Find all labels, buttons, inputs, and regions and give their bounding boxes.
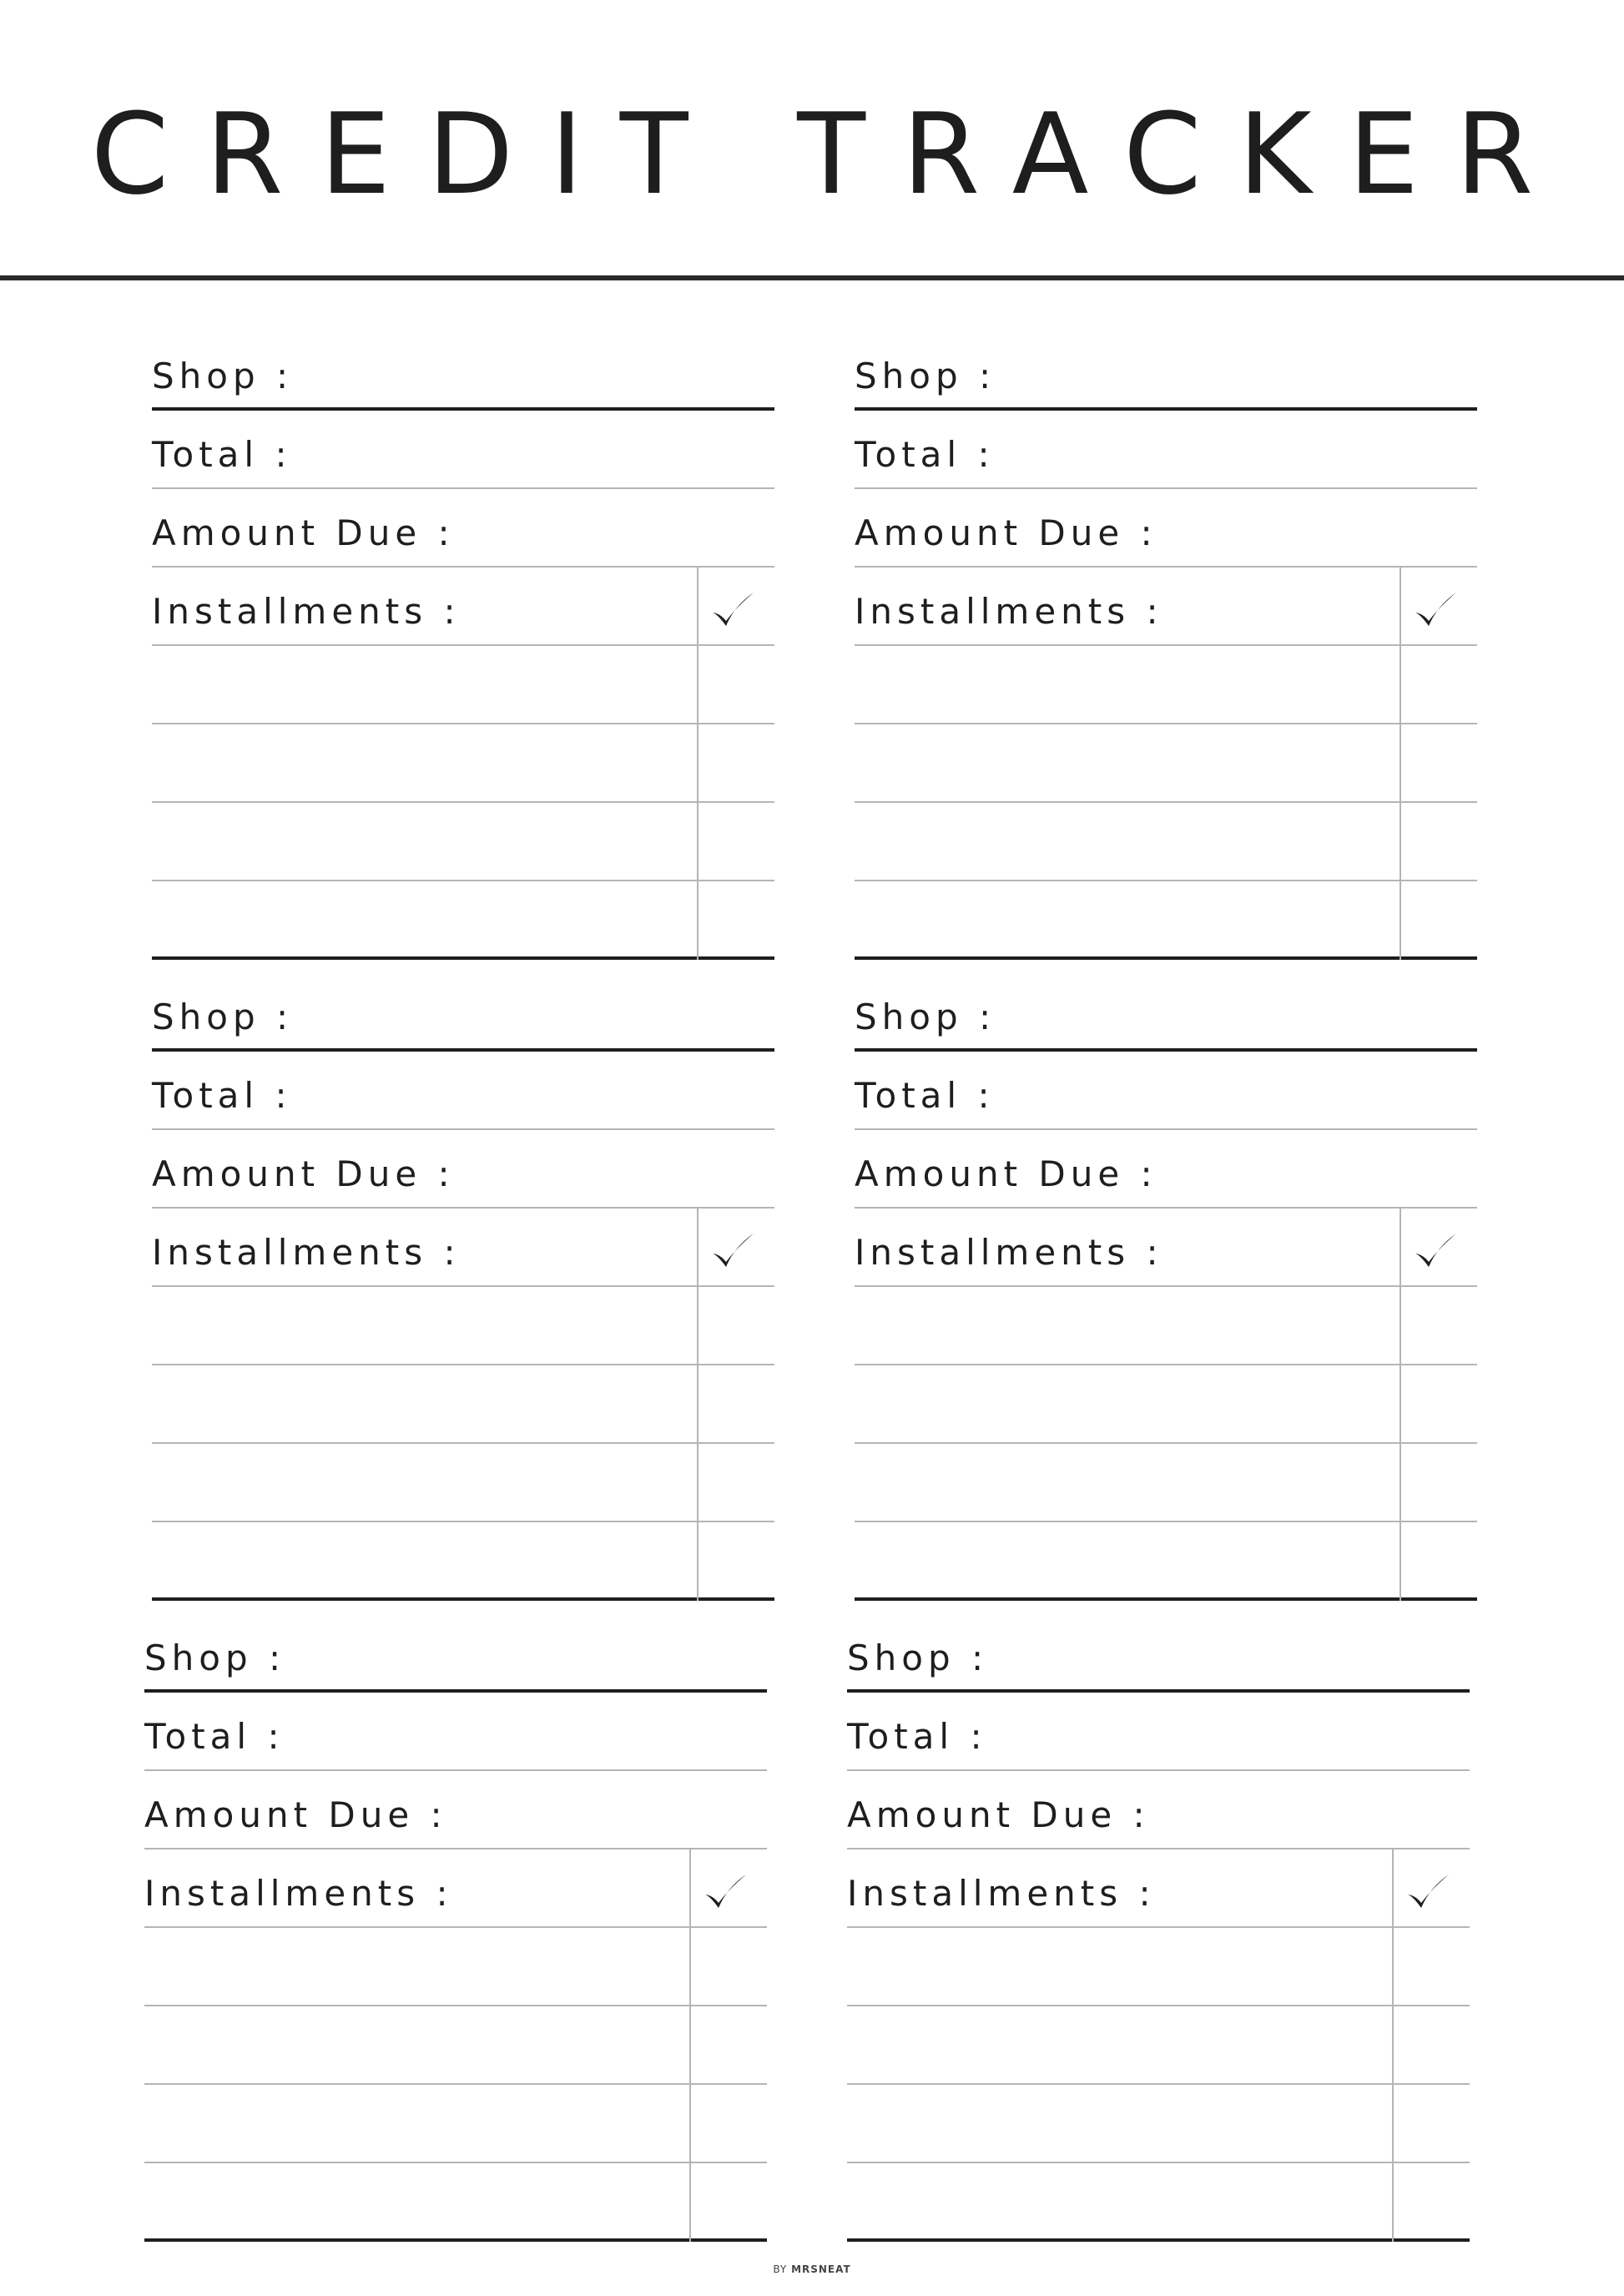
installments-field[interactable] xyxy=(847,1849,1470,1928)
installment-row[interactable] xyxy=(847,2085,1470,2163)
total-label: Total : xyxy=(152,1075,292,1116)
amount-due-field[interactable] xyxy=(847,1771,1470,1849)
shop-label: Shop : xyxy=(855,356,996,396)
installments-field[interactable] xyxy=(152,568,774,646)
installment-row[interactable] xyxy=(847,1928,1470,2006)
check-mark-icon xyxy=(709,589,756,631)
installment-row[interactable] xyxy=(152,1444,774,1522)
installments-label: Installments : xyxy=(855,591,1163,632)
brand-name: MRSNEAT xyxy=(791,2263,851,2275)
installment-row[interactable] xyxy=(847,2006,1470,2085)
installment-row[interactable] xyxy=(152,646,774,724)
amount-due-field[interactable] xyxy=(855,1130,1477,1209)
installment-underline xyxy=(152,956,774,960)
total-field[interactable] xyxy=(847,1693,1470,1771)
installment-row[interactable] xyxy=(144,1928,767,2006)
amount-due-label: Amount Due : xyxy=(855,1153,1157,1194)
amount-due-label: Amount Due : xyxy=(144,1794,447,1835)
credit-tracker-5 xyxy=(144,1614,767,2241)
check-mark-icon xyxy=(1405,1871,1451,1913)
installments-field[interactable] xyxy=(144,1849,767,1928)
installment-row[interactable] xyxy=(855,1287,1477,1365)
total-field[interactable] xyxy=(855,1052,1477,1130)
installment-row[interactable] xyxy=(847,2163,1470,2242)
total-field[interactable] xyxy=(152,1052,774,1130)
installment-row[interactable] xyxy=(855,1444,1477,1522)
shop-field[interactable] xyxy=(855,332,1477,411)
amount-due-field[interactable] xyxy=(152,489,774,568)
total-label: Total : xyxy=(847,1716,987,1757)
installment-row[interactable] xyxy=(144,2006,767,2085)
shop-field[interactable] xyxy=(152,332,774,411)
credit-tracker-3 xyxy=(152,973,774,1600)
total-label: Total : xyxy=(144,1716,285,1757)
installment-row[interactable] xyxy=(855,724,1477,803)
amount-due-label: Amount Due : xyxy=(152,1153,455,1194)
amount-due-label: Amount Due : xyxy=(855,512,1157,553)
installment-row[interactable] xyxy=(152,1365,774,1444)
installments-label: Installments : xyxy=(847,1873,1156,1914)
installments-label: Installments : xyxy=(144,1873,453,1914)
checkbox-column-divider xyxy=(1400,568,1401,960)
credit-tracker-4 xyxy=(855,973,1477,1600)
check-mark-icon xyxy=(709,1230,756,1272)
brand-footer xyxy=(0,2263,1624,2275)
installments-field[interactable] xyxy=(855,568,1477,646)
installment-row[interactable] xyxy=(152,1287,774,1365)
installment-underline xyxy=(855,1597,1477,1601)
total-field[interactable] xyxy=(144,1693,767,1771)
total-label: Total : xyxy=(855,434,995,475)
credit-tracker-1 xyxy=(152,332,774,959)
installment-underline xyxy=(855,956,1477,960)
installment-row[interactable] xyxy=(152,1522,774,1601)
installment-row[interactable] xyxy=(152,803,774,881)
installments-label: Installments : xyxy=(152,591,461,632)
title-divider xyxy=(0,275,1624,280)
shop-label: Shop : xyxy=(855,997,996,1037)
total-label: Total : xyxy=(855,1075,995,1116)
installments-label: Installments : xyxy=(152,1232,461,1273)
installment-row[interactable] xyxy=(855,1522,1477,1601)
credit-tracker-6 xyxy=(847,1614,1470,2241)
installment-row[interactable] xyxy=(152,881,774,960)
installment-underline xyxy=(144,2238,767,2242)
total-field[interactable] xyxy=(855,411,1477,489)
total-label: Total : xyxy=(152,434,292,475)
shop-field[interactable] xyxy=(855,973,1477,1052)
installment-row[interactable] xyxy=(152,724,774,803)
amount-due-field[interactable] xyxy=(855,489,1477,568)
installment-row[interactable] xyxy=(144,2085,767,2163)
shop-label: Shop : xyxy=(144,1637,286,1678)
amount-due-field[interactable] xyxy=(144,1771,767,1849)
checkbox-column-divider xyxy=(697,1209,699,1601)
shop-label: Shop : xyxy=(152,356,294,396)
installments-field[interactable] xyxy=(152,1209,774,1287)
installment-row[interactable] xyxy=(855,1365,1477,1444)
checkbox-column-divider xyxy=(1400,1209,1401,1601)
checkbox-column-divider xyxy=(689,1849,691,2242)
installment-row[interactable] xyxy=(855,646,1477,724)
shop-field[interactable] xyxy=(152,973,774,1052)
installments-label: Installments : xyxy=(855,1232,1163,1273)
installments-field[interactable] xyxy=(855,1209,1477,1287)
shop-label: Shop : xyxy=(152,997,294,1037)
check-mark-icon xyxy=(1412,589,1459,631)
installment-row[interactable] xyxy=(144,2163,767,2242)
check-mark-icon xyxy=(1412,1230,1459,1272)
brand-by: BY xyxy=(773,2263,788,2275)
installment-row[interactable] xyxy=(855,881,1477,960)
total-field[interactable] xyxy=(152,411,774,489)
checkbox-column-divider xyxy=(1392,1849,1394,2242)
amount-due-field[interactable] xyxy=(152,1130,774,1209)
installment-underline xyxy=(847,2238,1470,2242)
installment-row[interactable] xyxy=(855,803,1477,881)
page-title: CREDIT TRACKER xyxy=(90,89,1571,220)
amount-due-label: Amount Due : xyxy=(152,512,455,553)
shop-field[interactable] xyxy=(847,1614,1470,1693)
credit-tracker-2 xyxy=(855,332,1477,959)
check-mark-icon xyxy=(702,1871,749,1913)
checkbox-column-divider xyxy=(697,568,699,960)
amount-due-label: Amount Due : xyxy=(847,1794,1150,1835)
shop-field[interactable] xyxy=(144,1614,767,1693)
installment-underline xyxy=(152,1597,774,1601)
shop-label: Shop : xyxy=(847,1637,989,1678)
